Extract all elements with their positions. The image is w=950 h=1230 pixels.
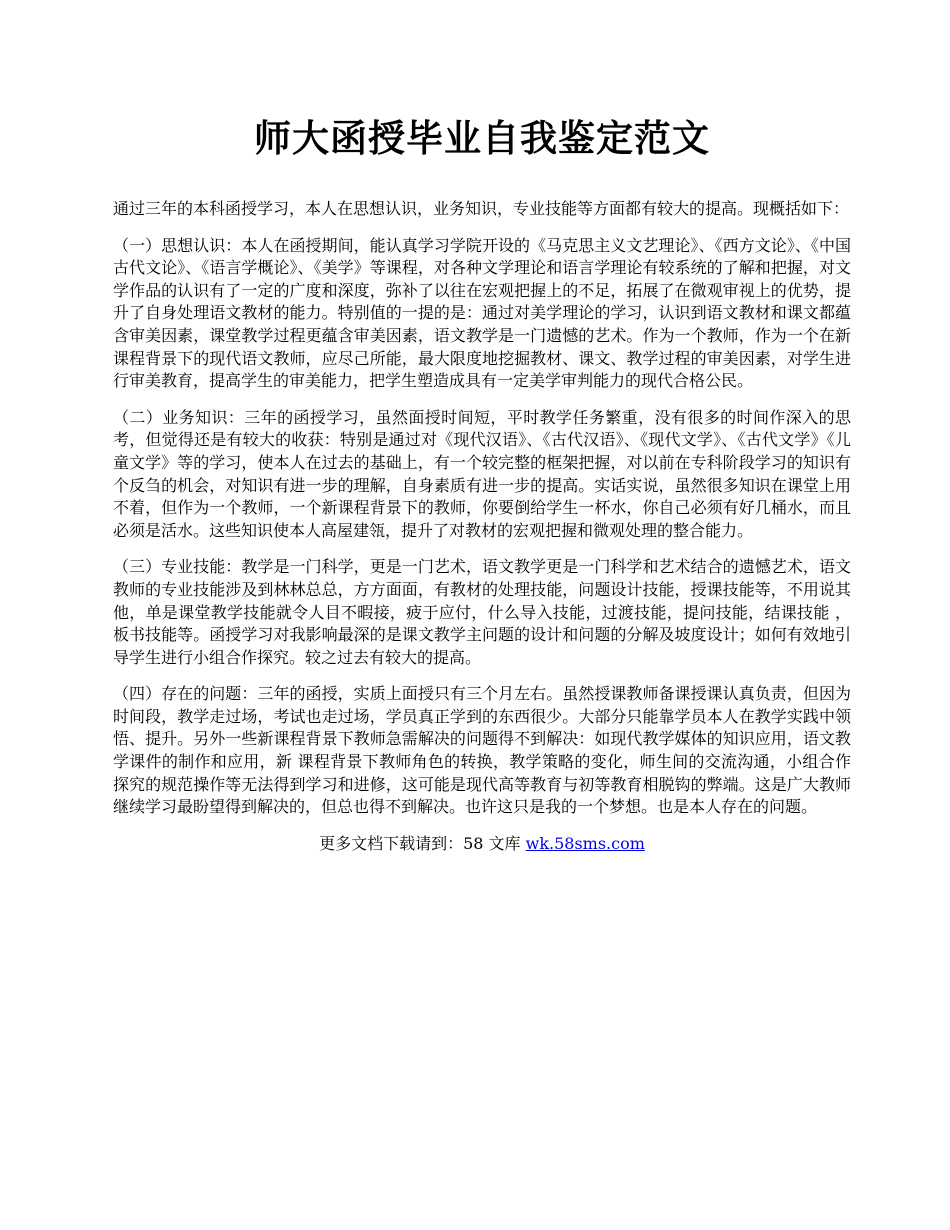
intro-paragraph: 通过三年的本科函授学习，本人在思想认识，业务知识，专业技能等方面都有较大的提高。现概括如下：	[113, 199, 850, 218]
section-ideology-paragraph: （一）思想认识：本人在函授期间，能认真学习学院开设的《马克思主义文艺理论》、《西方文论》、《中国古代文论》、《语言学概论》、《美学》等课程，对各种文学理论和语言学理论有较系统的了解和把握，对文学作品的认识有了一定的广度和深度，弥补了以往在宏观把握上的不足，拓展了在微观审视上的优势，提升了自身处理语文教材的能力。特别值的一提的是：通过对美学理论的学习，认识到语文教材和课文都蕴含审美因素，课堂教学过程更蕴含审美因素，语文教学是一门遗憾的艺术。作为一个教师，作为一个在新课程背景下的现代语文教师，应尽己所能，最大限度地挖掘教材、课文、教学过程的审美因素，对学生进行审美教育，提高学生的审美能力，把学生塑造成具有一定美学审判能力的现代合格公民。	[113, 235, 851, 391]
section-problems-paragraph: （四）存在的问题：三年的函授，实质上面授只有三个月左右。虽然授课教师备课授课认真负责，但因为时间段，教学走过场，考试也走过场，学员真正学到的东西很少。大部分只能靠学员本人在教学实践中领悟、提升。另外一些新课程背景下教师急需解决的问题得不到解决：如现代教学媒体的知识应用，语文教学课件的制作和应用，新 课程背景下教师角色的转换，教学策略的变化，师生间的交流沟通，小组合作探究的规范操作等无法得到学习和进修，这可能是现代高等教育与初等教育相脱钩的弊端。这是广大教师继续学习最盼望得到解决的，但总也得不到解决。也许这只是我的一个梦想。也是本人存在的问题。	[113, 684, 851, 817]
document-page	[113, 110, 851, 855]
footer	[113, 833, 851, 855]
footer-link[interactable]: wk.58sms.com	[525, 833, 645, 853]
section-business-knowledge-paragraph: （二）业务知识：三年的函授学习，虽然面授时间短，平时教学任务繁重，没有很多的时间作深入的思考，但觉得还是有较大的收获：特别是通过对《现代汉语》、《古代汉语》、《现代文学》、《古代文学》《儿童文学》等的学习，使本人在过去的基础上，有一个较完整的框架把握，对以前在专科阶段学习的知识有个反刍的机会，对知识有进一步的理解，自身素质有进一步的提高。实话实说，虽然很多知识在课堂上用不着，但作为一个教师，一个新课程背景下的教师，你要倒给学生一杯水，你自己必须有好几桶水，而且必须是活水。这些知识使本人高屋建瓴，提升了对教材的宏观把握和微观处理的整合能力。	[113, 407, 851, 540]
section-professional-skills-paragraph: （三）专业技能：教学是一门科学，更是一门艺术，语文教学更是一门科学和艺术结合的遗憾艺术，语文教师的专业技能涉及到林林总总，方方面面，有教材的处理技能，问题设计技能，授课技能等，不用说其他，单是课堂教学技能就令人目不暇接，疲于应付，什么导入技能，过渡技能，提问技能，结课技能 ，板书技能等。函授学习对我影响最深的是课文教学主问题的设计和问题的分解及坡度设计；如何有效地引导学生进行小组合作探究。较之过去有较大的提高。	[113, 557, 851, 667]
page-title: 师大函授毕业自我鉴定范文	[254, 116, 710, 160]
footer-text: 更多文档下载请到：58 文库	[319, 833, 526, 853]
